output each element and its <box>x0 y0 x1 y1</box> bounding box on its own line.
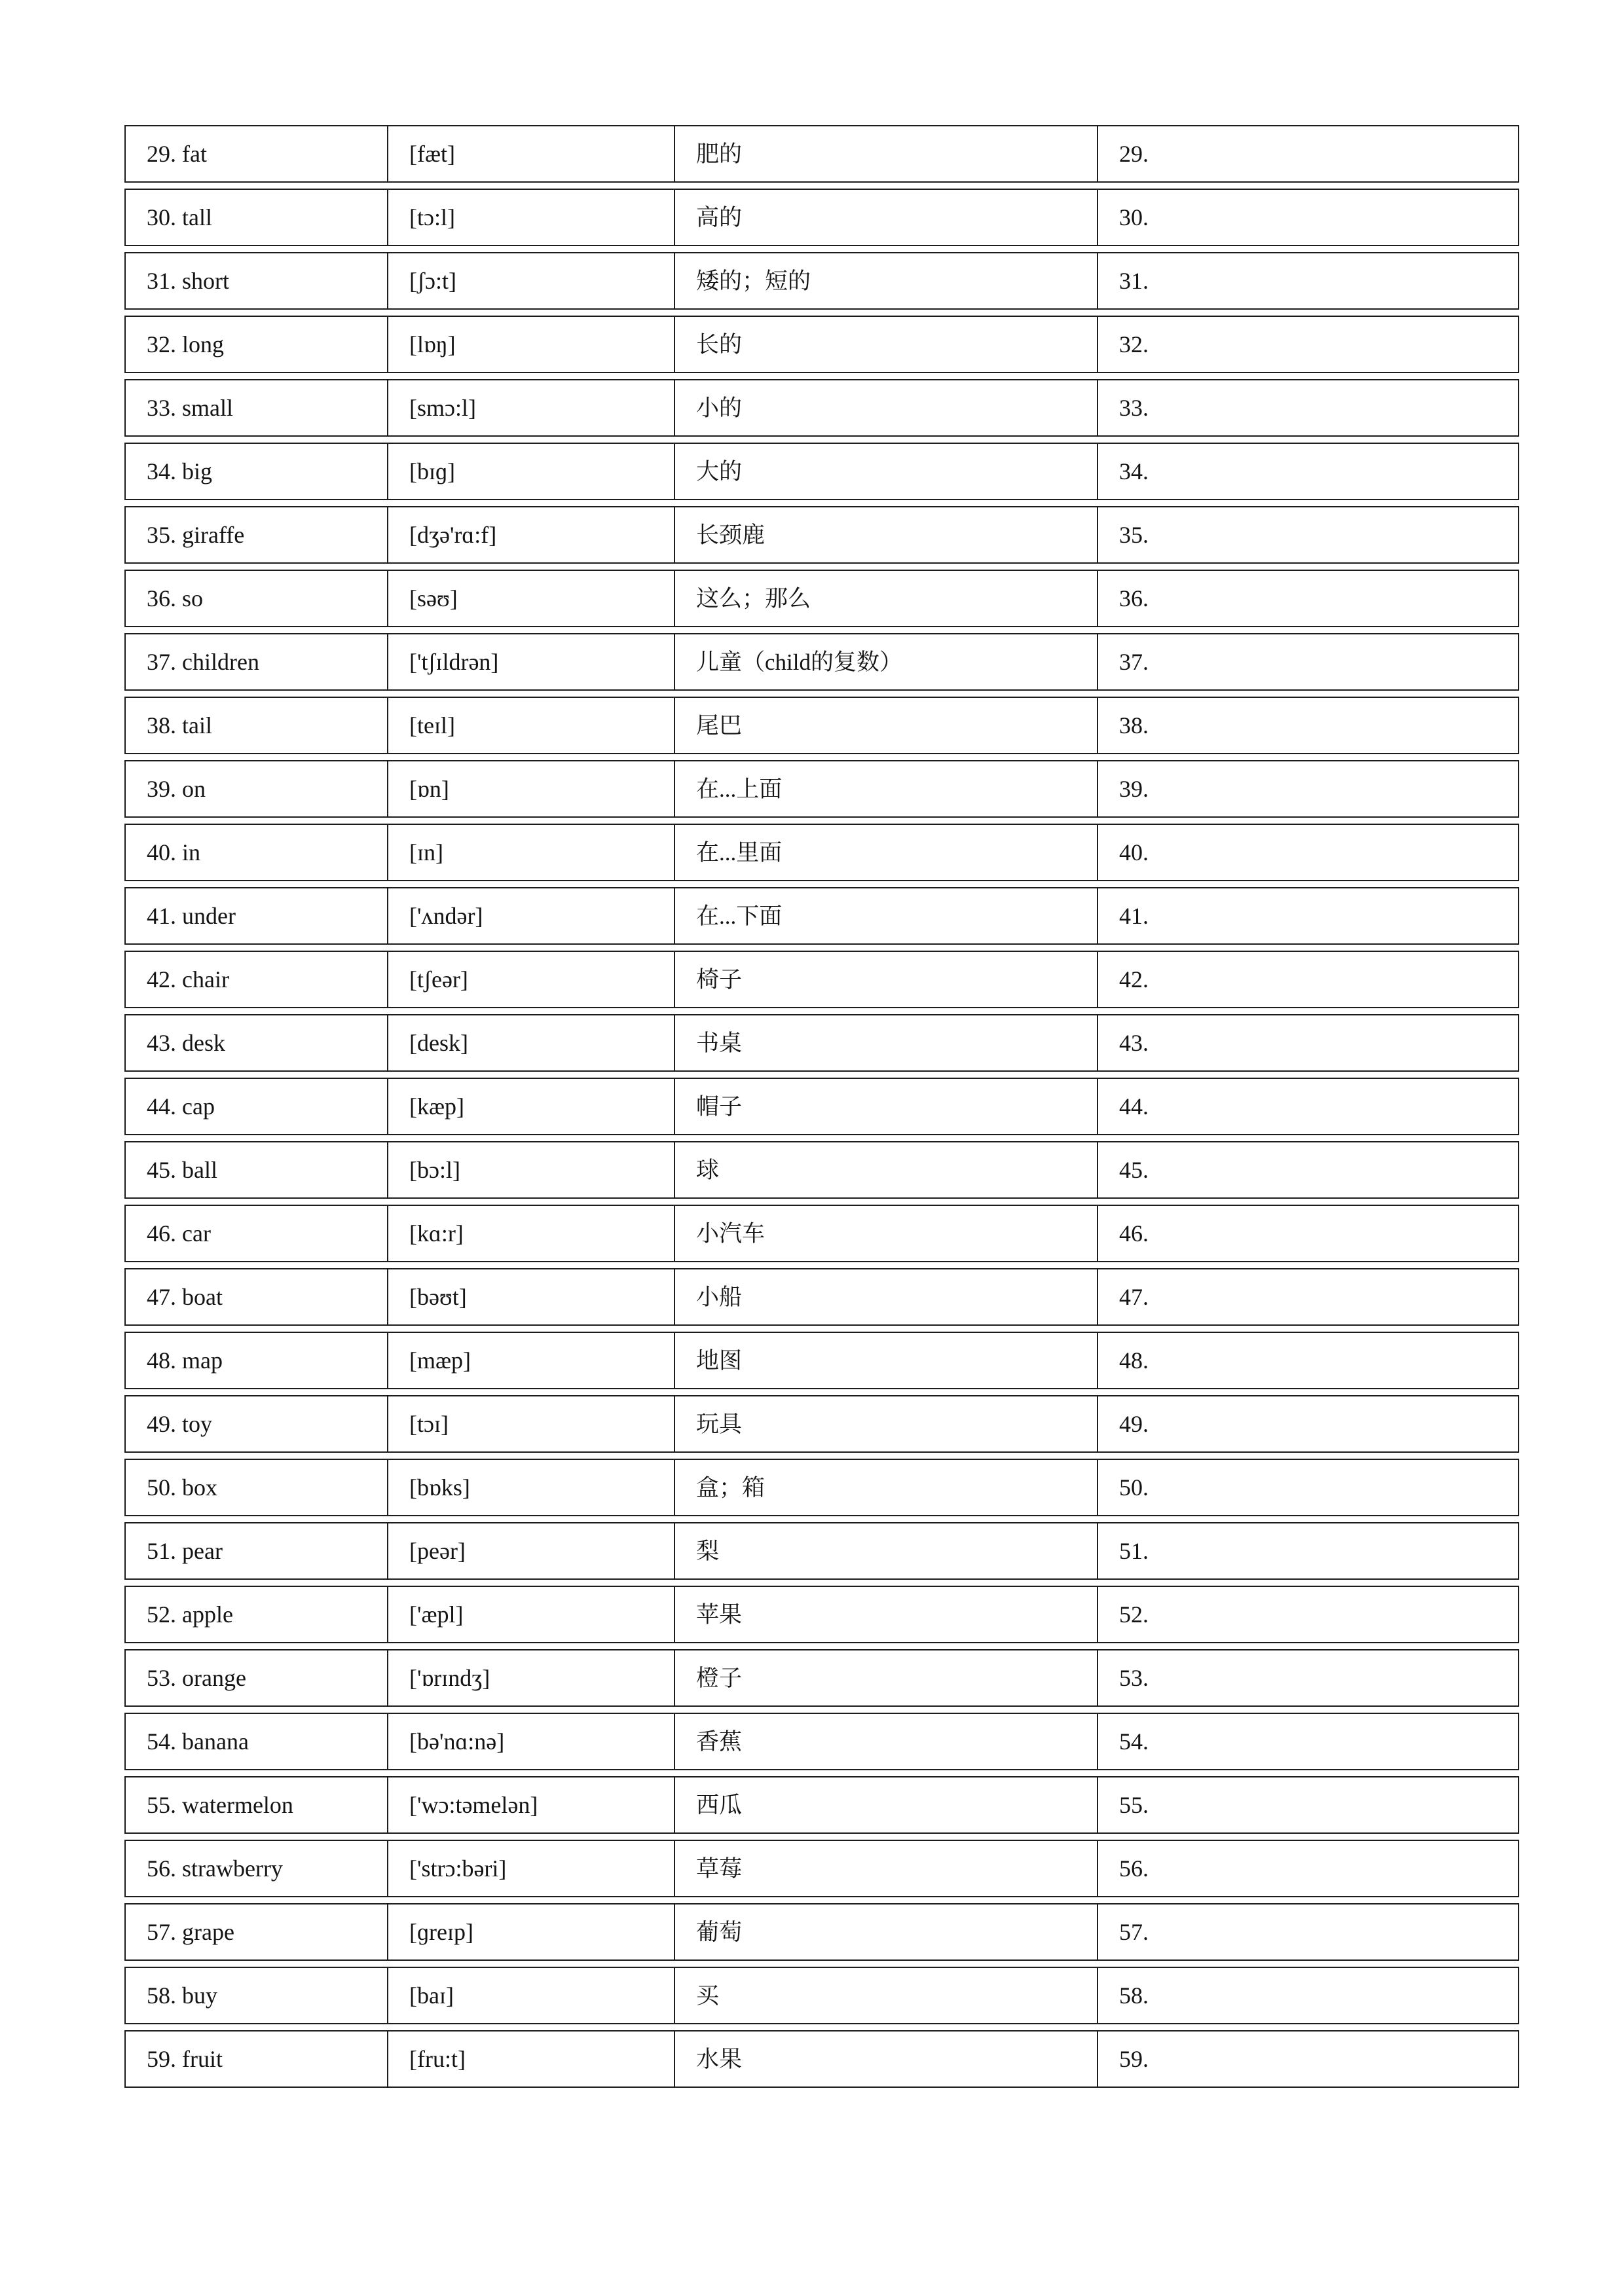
meaning-cell: 买 <box>675 1967 1098 2024</box>
word-cell: 54. banana <box>124 1713 388 1770</box>
word-cell: 53. orange <box>124 1649 388 1707</box>
number-cell: 33. <box>1098 379 1519 437</box>
meaning-cell: 肥的 <box>675 125 1098 183</box>
table-row <box>124 697 1519 754</box>
meaning-cell: 草莓 <box>675 1840 1098 1897</box>
number-cell: 59. <box>1098 2030 1519 2088</box>
table-row <box>124 1586 1519 1643</box>
phonetic-cell: ['æpl] <box>388 1586 675 1643</box>
meaning-cell: 矮的；短的 <box>675 252 1098 310</box>
meaning-cell: 书桌 <box>675 1014 1098 1072</box>
table-row <box>124 760 1519 818</box>
word-cell: 52. apple <box>124 1586 388 1643</box>
word-cell: 50. box <box>124 1459 388 1516</box>
number-cell: 32. <box>1098 316 1519 373</box>
meaning-cell: 大的 <box>675 443 1098 500</box>
phonetic-cell: [bə'nɑ:nə] <box>388 1713 675 1770</box>
number-cell: 29. <box>1098 125 1519 183</box>
table-row <box>124 1713 1519 1770</box>
phonetic-cell: ['wɔ:təmelən] <box>388 1776 675 1834</box>
table-row <box>124 443 1519 500</box>
table-row <box>124 633 1519 691</box>
phonetic-cell: [baɪ] <box>388 1967 675 2024</box>
word-cell: 31. short <box>124 252 388 310</box>
number-cell: 45. <box>1098 1141 1519 1199</box>
phonetic-cell: [fru:t] <box>388 2030 675 2088</box>
number-cell: 39. <box>1098 760 1519 818</box>
number-cell: 51. <box>1098 1522 1519 1580</box>
meaning-cell: 椅子 <box>675 951 1098 1008</box>
word-cell: 30. tall <box>124 189 388 246</box>
word-cell: 36. so <box>124 570 388 627</box>
meaning-cell: 水果 <box>675 2030 1098 2088</box>
table-row <box>124 824 1519 881</box>
meaning-cell: 球 <box>675 1141 1098 1199</box>
phonetic-cell: ['strɔ:bəri] <box>388 1840 675 1897</box>
phonetic-cell: ['ɒrɪndʒ] <box>388 1649 675 1707</box>
phonetic-cell: [ɒn] <box>388 760 675 818</box>
meaning-cell: 这么；那么 <box>675 570 1098 627</box>
word-cell: 47. boat <box>124 1268 388 1326</box>
table-row <box>124 570 1519 627</box>
phonetic-cell: [bɪɡ] <box>388 443 675 500</box>
number-cell: 54. <box>1098 1713 1519 1770</box>
meaning-cell: 苹果 <box>675 1586 1098 1643</box>
table-row <box>124 379 1519 437</box>
word-cell: 48. map <box>124 1332 388 1389</box>
word-cell: 39. on <box>124 760 388 818</box>
table-row <box>124 1395 1519 1453</box>
word-cell: 55. watermelon <box>124 1776 388 1834</box>
word-cell: 56. strawberry <box>124 1840 388 1897</box>
number-cell: 36. <box>1098 570 1519 627</box>
phonetic-cell: [ɡreɪp] <box>388 1903 675 1961</box>
phonetic-cell: [bɒks] <box>388 1459 675 1516</box>
phonetic-cell: ['tʃɪldrən] <box>388 633 675 691</box>
word-cell: 32. long <box>124 316 388 373</box>
phonetic-cell: [tɔ:l] <box>388 189 675 246</box>
word-cell: 59. fruit <box>124 2030 388 2088</box>
word-cell: 44. cap <box>124 1078 388 1135</box>
meaning-cell: 高的 <box>675 189 1098 246</box>
number-cell: 55. <box>1098 1776 1519 1834</box>
word-cell: 38. tail <box>124 697 388 754</box>
phonetic-cell: [tʃeər] <box>388 951 675 1008</box>
table-row <box>124 1776 1519 1834</box>
table-row <box>124 1332 1519 1389</box>
phonetic-cell: [smɔ:l] <box>388 379 675 437</box>
phonetic-cell: [kæp] <box>388 1078 675 1135</box>
table-row <box>124 189 1519 246</box>
meaning-cell: 小船 <box>675 1268 1098 1326</box>
number-cell: 34. <box>1098 443 1519 500</box>
phonetic-cell: ['ʌndər] <box>388 887 675 945</box>
table-row <box>124 252 1519 310</box>
meaning-cell: 橙子 <box>675 1649 1098 1707</box>
number-cell: 46. <box>1098 1205 1519 1262</box>
phonetic-cell: [kɑ:r] <box>388 1205 675 1262</box>
table-row <box>124 1649 1519 1707</box>
vocab-table-body <box>124 125 1519 2088</box>
phonetic-cell: [səʊ] <box>388 570 675 627</box>
number-cell: 30. <box>1098 189 1519 246</box>
number-cell: 44. <box>1098 1078 1519 1135</box>
phonetic-cell: [mæp] <box>388 1332 675 1389</box>
number-cell: 40. <box>1098 824 1519 881</box>
table-row <box>124 1522 1519 1580</box>
meaning-cell: 西瓜 <box>675 1776 1098 1834</box>
table-row <box>124 1014 1519 1072</box>
word-cell: 37. children <box>124 633 388 691</box>
word-cell: 33. small <box>124 379 388 437</box>
word-cell: 35. giraffe <box>124 506 388 564</box>
table-row <box>124 316 1519 373</box>
word-cell: 46. car <box>124 1205 388 1262</box>
phonetic-cell: [ɪn] <box>388 824 675 881</box>
table-row <box>124 887 1519 945</box>
meaning-cell: 在...下面 <box>675 887 1098 945</box>
number-cell: 58. <box>1098 1967 1519 2024</box>
meaning-cell: 小的 <box>675 379 1098 437</box>
table-row <box>124 1078 1519 1135</box>
number-cell: 56. <box>1098 1840 1519 1897</box>
meaning-cell: 地图 <box>675 1332 1098 1389</box>
meaning-cell: 在...上面 <box>675 760 1098 818</box>
table-row <box>124 1967 1519 2024</box>
meaning-cell: 盒；箱 <box>675 1459 1098 1516</box>
table-row <box>124 1903 1519 1961</box>
meaning-cell: 帽子 <box>675 1078 1098 1135</box>
meaning-cell: 小汽车 <box>675 1205 1098 1262</box>
word-cell: 41. under <box>124 887 388 945</box>
meaning-cell: 长颈鹿 <box>675 506 1098 564</box>
number-cell: 52. <box>1098 1586 1519 1643</box>
number-cell: 50. <box>1098 1459 1519 1516</box>
number-cell: 53. <box>1098 1649 1519 1707</box>
phonetic-cell: [bɔ:l] <box>388 1141 675 1199</box>
word-cell: 51. pear <box>124 1522 388 1580</box>
table-row <box>124 1141 1519 1199</box>
meaning-cell: 玩具 <box>675 1395 1098 1453</box>
meaning-cell: 葡萄 <box>675 1903 1098 1961</box>
word-cell: 45. ball <box>124 1141 388 1199</box>
number-cell: 47. <box>1098 1268 1519 1326</box>
table-row <box>124 1840 1519 1897</box>
word-cell: 49. toy <box>124 1395 388 1453</box>
table-row <box>124 951 1519 1008</box>
word-cell: 29. fat <box>124 125 388 183</box>
meaning-cell: 梨 <box>675 1522 1098 1580</box>
word-cell: 58. buy <box>124 1967 388 2024</box>
phonetic-cell: [tɔɪ] <box>388 1395 675 1453</box>
phonetic-cell: [desk] <box>388 1014 675 1072</box>
number-cell: 49. <box>1098 1395 1519 1453</box>
phonetic-cell: [dʒə'rɑ:f] <box>388 506 675 564</box>
meaning-cell: 香蕉 <box>675 1713 1098 1770</box>
word-cell: 42. chair <box>124 951 388 1008</box>
number-cell: 57. <box>1098 1903 1519 1961</box>
number-cell: 48. <box>1098 1332 1519 1389</box>
table-row <box>124 125 1519 183</box>
number-cell: 41. <box>1098 887 1519 945</box>
table-row <box>124 2030 1519 2088</box>
number-cell: 37. <box>1098 633 1519 691</box>
word-cell: 43. desk <box>124 1014 388 1072</box>
word-cell: 40. in <box>124 824 388 881</box>
meaning-cell: 长的 <box>675 316 1098 373</box>
word-cell: 57. grape <box>124 1903 388 1961</box>
phonetic-cell: [fæt] <box>388 125 675 183</box>
phonetic-cell: [bəʊt] <box>388 1268 675 1326</box>
meaning-cell: 儿童（child的复数） <box>675 633 1098 691</box>
number-cell: 42. <box>1098 951 1519 1008</box>
table-row <box>124 1205 1519 1262</box>
number-cell: 35. <box>1098 506 1519 564</box>
number-cell: 31. <box>1098 252 1519 310</box>
vocabulary-table <box>124 119 1519 2094</box>
phonetic-cell: [lɒŋ] <box>388 316 675 373</box>
meaning-cell: 在...里面 <box>675 824 1098 881</box>
table-row <box>124 1268 1519 1326</box>
phonetic-cell: [ʃɔ:t] <box>388 252 675 310</box>
table-row <box>124 1459 1519 1516</box>
phonetic-cell: [teɪl] <box>388 697 675 754</box>
meaning-cell: 尾巴 <box>675 697 1098 754</box>
word-cell: 34. big <box>124 443 388 500</box>
number-cell: 38. <box>1098 697 1519 754</box>
number-cell: 43. <box>1098 1014 1519 1072</box>
phonetic-cell: [peər] <box>388 1522 675 1580</box>
table-row <box>124 506 1519 564</box>
